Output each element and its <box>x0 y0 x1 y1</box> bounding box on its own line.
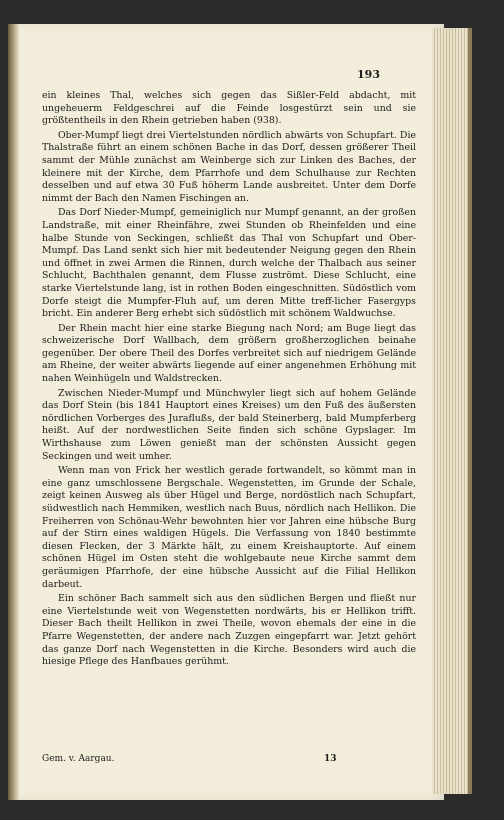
paragraph: Ober-Mumpf liegt drei Viertelstunden nördlich abwärts von Schupfart. Die Thalstraße führt an einem schönen Bache in das Dorf, dessen größerer Theil sammt der Mühle zunächst am Weinberge sich zur Linken des Baches, der kleinere mit der Kirche, dem Pfarrhofe und dem Schulhause zur Rechten desselben und auf etwa 30 Fuß höherm Lande ausbreitet. Unter dem Dorfe nimmt der Bach den Namen Fischingen an. <box>42 129 416 204</box>
footer-signature: Gem. v. Aargau. <box>42 754 115 764</box>
sheet-number: 13 <box>324 754 337 764</box>
page-footer <box>42 754 416 768</box>
book-gutter <box>8 24 20 800</box>
paragraph: ein kleines Thal, welches sich gegen das Sißler-Feld abdacht, mit ungeheuerm Feldgeschrei auf die Feinde losgestürzt sein und sie größtentheils in den Rhein getrieben haben (938). <box>42 90 416 127</box>
body-text <box>42 90 416 671</box>
page <box>8 24 444 800</box>
paragraph: Ein schöner Bach sammelt sich aus den südlichen Bergen und fließt nur eine Viertelstunde weit von Wegenstetten nordwärts, bis er Hellikon trifft. Dieser Bach theilt Hellikon in zwei Theile, wovon ehemals der eine in die Pfarre Wegenstetten, der andere nach Zuzgen eingepfarrt war. Jetzt gehört das ganze Dorf nach Wegenstetten in die Kirche. Besonders wird auch die hiesige Pflege des Hanfbaues gerühmt. <box>42 593 416 668</box>
paragraph: Zwischen Nieder-Mumpf und Münchwyler liegt sich auf hohem Gelände das Dorf Stein (bis 1841 Hauptort eines Kreises) um den Fuß des äußersten nördlichen Vorberges des Juraflußs, der bald Steinerberg, bald Mumpferberg heißt. Auf der nordwestlichen Seite finden sich schöne Gypslager. Im Wirthshause zum Löwen genießt man der schönsten Aussicht gegen Seckingen und weit umher. <box>42 387 416 462</box>
page-edges <box>432 28 472 794</box>
page-number: 193 <box>357 68 380 81</box>
paragraph: Das Dorf Nieder-Mumpf, gemeiniglich nur Mumpf genannt, an der großen Landstraße, mit einer Rheinfähre, zwei Stunden ob Rheinfelden und eine halbe Stunde von Seckingen, schließt das Thal von Schupfart und Ober-Mumpf. Das Land senkt sich hier mit bedeutender Neigung gegen den Rhein und öffnet in zwei Armen die Rinnen, durch welche der Thalbach aus seiner Schlucht, Bachthalen genannt, dem Flusse zuströmt. Diese Schlucht, eine starke Viertelstunde lang, ist in rothen Boden eingeschnitten. Südöstlich vom Dorfe steigt die Mumpfer-Fluh auf, um deren Mitte treff-licher Fasergyps bricht. Ein anderer Berg erhebt sich südöstlich mit schönem Waldwuchse. <box>42 207 416 320</box>
book <box>0 24 470 800</box>
paragraph: Der Rhein macht hier eine starke Biegung nach Nord; am Buge liegt das schweizerische Dorf Wallbach, dem größern großherzoglichen beinahe gegenüber. Der obere Theil des Dorfes verbreitet sich auf niedrigem Gelände am Rheine, der weiter abwärts liegende auf einer angenehmen Erhöhung mit nahen Weinhügeln und Waldstrecken. <box>42 322 416 385</box>
paragraph: Wenn man von Frick her westlich gerade fortwandelt, so kömmt man in eine ganz umschlossene Bergschale. Wegenstetten, im Grunde der Schale, zeigt keinen Ausweg als über Hügel und Berge, nordöstlich nach Schupfart, südwestlich nach Hemmiken, westlich nach Buus, nördlich nach Hellikon. Die Freiherren von Schönau-Wehr bewohnten hier vor Jahren eine hübsche Burg auf der Stirn eines waldigen Hügels. Die Verfassung von 1840 bestimmte diesen Flecken, der 3 Märkte hält, zu einem Kreishauptorte. Auf einem schönen Hügel im Osten steht die wohlgebaute neue Kirche sammt dem geräumigen Pfarrhofe, der eine hübsche Aussicht auf die Filial Hellikon darbeut. <box>42 465 416 590</box>
